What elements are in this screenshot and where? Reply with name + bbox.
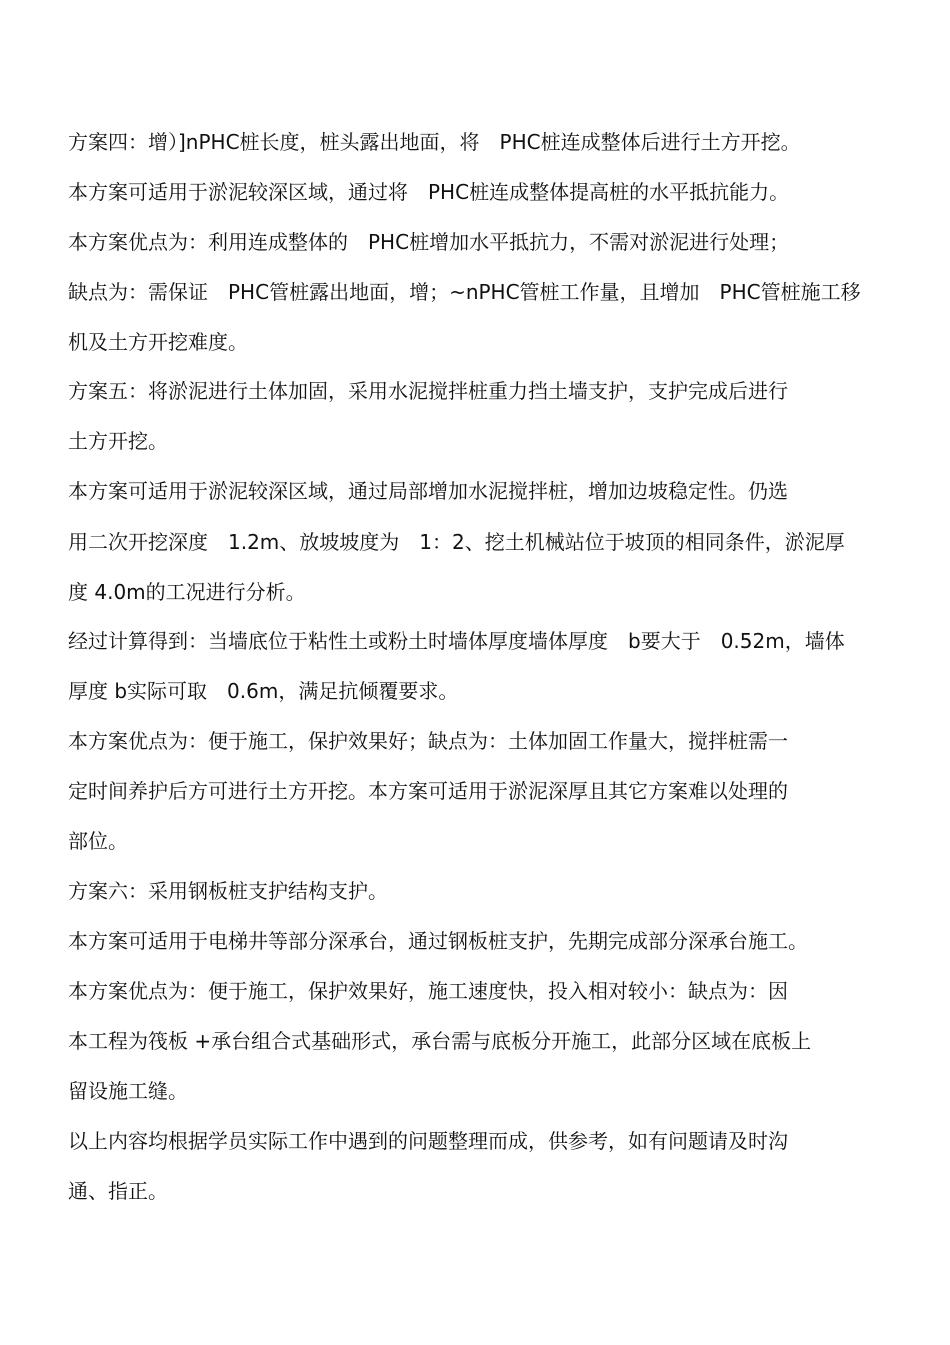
text-line: 本方案优点为：便于施工，保护效果好，施工速度快，投入相对较小：缺点为：因	[68, 979, 788, 1003]
text-line: 本方案优点为：便于施工，保护效果好；缺点为：土体加固工作量大，搅拌桩需一	[68, 729, 788, 753]
text-line: 经过计算得到：当墙底位于粘性土或粉土时墙体厚度墙体厚度 b要大于 0.52m，墙体	[68, 629, 845, 653]
text-line: 厚度 b实际可取 0.6m，满足抗倾覆要求。	[68, 679, 459, 703]
text-line: 定时间养护后方可进行土方开挖。本方案可适用于淤泥深厚且其它方案难以处理的	[68, 779, 788, 803]
text-line: 方案六：采用钢板桩支护结构支护。	[68, 879, 388, 903]
text-line: 用二次开挖深度 1.2m、放坡坡度为 1：2、挖土机械站位于坡顶的相同条件，淤泥厚	[68, 530, 845, 554]
text-line: 本方案优点为：利用连成整体的 PHC桩增加水平抵抗力，不需对淤泥进行处理；	[68, 230, 790, 254]
text-line: 通、指正。	[68, 1179, 168, 1203]
text-line: 方案四：增）]nPHC桩长度，桩头露出地面，将 PHC桩连成整体后进行土方开挖。	[68, 130, 801, 154]
text-line: 土方开挖。	[68, 429, 168, 453]
text-line: 度 4.0m的工况进行分析。	[68, 580, 306, 604]
text-line: 以上内容均根据学员实际工作中遇到的问题整理而成，供参考，如有问题请及时沟	[68, 1129, 788, 1153]
text-line: 本方案可适用于淤泥较深区域，通过局部增加水泥搅拌桩，增加边坡稳定性。仍选	[68, 479, 788, 503]
text-line: 留设施工缝。	[68, 1079, 188, 1103]
text-line: 本方案可适用于淤泥较深区域，通过将 PHC桩连成整体提高桩的水平抵抗能力。	[68, 180, 790, 204]
text-line: 部位。	[68, 829, 128, 853]
text-line: 本方案可适用于电梯井等部分深承台，通过钢板桩支护，先期完成部分深承台施工。	[68, 929, 808, 953]
text-line: 方案五：将淤泥进行土体加固，采用水泥搅拌桩重力挡土墙支护，支护完成后进行	[68, 379, 788, 403]
text-line: 机及土方开挖难度。	[68, 330, 248, 354]
text-line: 本工程为筏板 +承台组合式基础形式，承台需与底板分开施工，此部分区域在底板上	[68, 1029, 812, 1053]
text-line: 缺点为：需保证 PHC管桩露出地面，增；~nPHC管桩工作量，且增加 PHC管桩施工移	[68, 280, 861, 304]
